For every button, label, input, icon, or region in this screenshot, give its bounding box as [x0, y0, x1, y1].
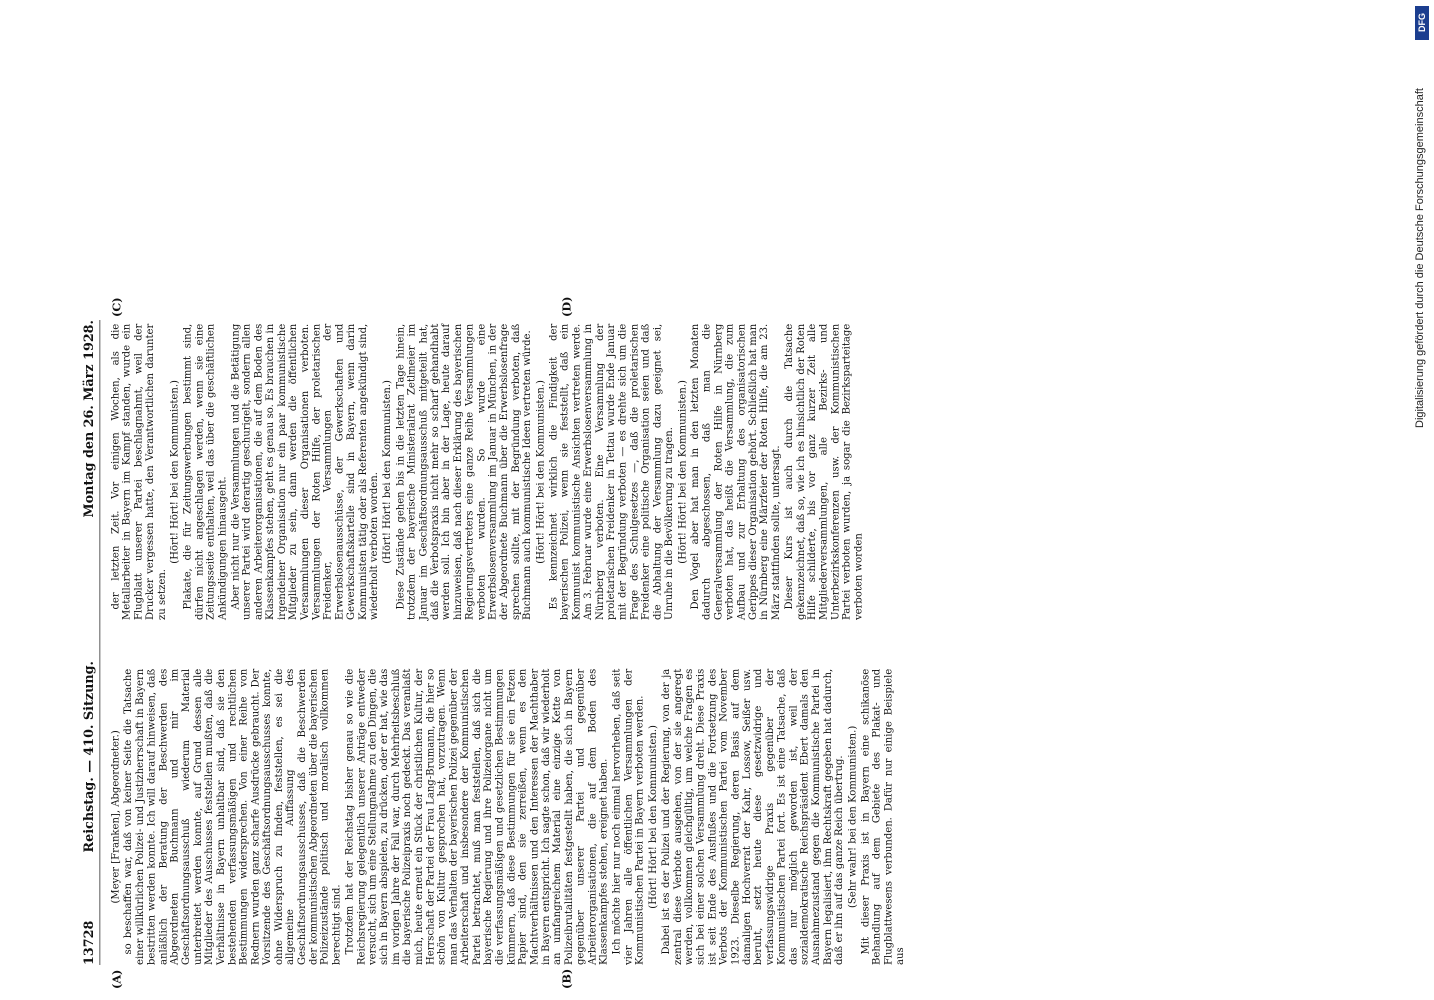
- paragraph: Ich möchte hier nur noch einmal hervorheben, daß seit vier Jahren alle öffentlichen Versammlungen der Kommunistischen Partei in Bayern verboten werden.: [611, 668, 646, 965]
- paragraph: so beschaffen war, daß von keiner Seite die Tatsache einer willkürlichen Polizei- und Justizherrschaft in Bayern bestritten werden konnte. Ich will darauf hinweisen, daß anläßlich der Beratung der Beschwerden des Abgeordneten Buchmann und mir im Geschäftsordnungsausschuß wiederum Material unterbreitet werden konnte, auf Grund dessen alle Mitglieder des Ausschusses feststellen mußten, daß die Verhältnisse in Bayern unhaltbar sind, daß sie den bestehenden verfassungsmäßigen und rechtlichen Bestimmungen widersprechen. Von einer Reihe von Rednern wurden ganz scharfe Ausdrücke gebraucht. Der Vorsitzende des Geschäftsordnungsausschusses konnte, ohne Widerspruch zu finden, feststellen, es sei die allgemeine Auffassung des Geschäftsordnungsausschusses, daß die Beschwerden der kommunistischen Abgeordneten über die bayerischen Polizeizustände politisch und moralisch vollkommen berechtigt sind.: [123, 668, 343, 965]
- interjection: (Sehr wahr! bei den Kommunisten.): [846, 725, 859, 909]
- paragraph: Trotzdem hat der Reichstag bisher genau so wie die Reichsregierung gelegentlich unserer Anträge entweder versucht, sich um eine Stellungnahme zu den Dingen, die sich in Bayern abspielen, zu drücken, oder er hat, wie das im vorigen Jahre der Fall war, durch Mehrheitsbeschluß die bayerische Polizeipraxis noch gedeckt. Das veranlaßt mich, heute erneut ein Stück der christlichen Kultur, der Herrschaft der Partei der Frau Lang-Brumann, die hier so schön von Kultur gesprochen hat, vorzutragen. Wenn man das Verhalten der bayerischen Polizei gegenüber der Arbeiterschaft und insbesondere der Kommunistischen Partei betrachtet, muß man feststellen, daß sich die bayerische Regierung und ihre Polizeiorgane nicht um die verfassungsmäßigen und gesetzlichen Bestimmungen kümmern, daß diese Bestimmungen für sie ein Fetzen Papier sind, den sie zerreißen, wenn es den Machtverhältnissen und den Interessen der Machthaber in Bayern entspricht. Ich sagte schon, daß wir wiederholt an umfangreichem Material eine einzige Kette von Polizeibrutalitäten festgestellt haben, die sich in Bayern gegenüber unserer Partei und gegenüber Arbeiterorganisationen, die auf dem Boden des Klassenkampfes stehen, ereignet haben.: [344, 668, 610, 965]
- page-header: [80, 320, 100, 965]
- document-page: [80, 296, 1010, 989]
- dfg-logo: DFG: [1415, 6, 1429, 40]
- paragraph: der letzten Zeit. Vor einigen Wochen, als die Metallarbeiter in Bayern im Kampf standen, wurde ein Flugblatt unserer Partei beschlagnahmt, weil der Drucker vergessen hatte, den Verantwortlichen darunter zu setzen.: [110, 323, 168, 620]
- session-title: Reichstag. — 410. Sitzung.: [81, 661, 97, 853]
- digitization-credit: Digitalisierung gefördert durch die Deutsche Forschungsgemeinschaft: [1414, 88, 1426, 428]
- interjection: (Hört! Hört! bei den Kommunisten.): [381, 380, 394, 564]
- paragraph: Dieser Kurs ist auch durch die Tatsache gekennzeichnet, daß so, wie ich es hinsichtlich der Roten Hilfe schilderte, bis vor ganz kurzer Zeit alle Mitgliederversammlungen, alle Bezirks- und Unterbezirkskonferenzen usw. der Kommunistischen Partei verboten wurden, ja sogar die Bezirksparteitage verboten worden: [783, 323, 865, 620]
- paragraph: Mit dieser Praxis ist in Bayern eine schikanöse Behandlung auf dem Gebiete des Plakat- und Flugblattwesens verbunden. Dafür nur einige Beispiele aus: [860, 668, 906, 965]
- paragraph: Den Vogel aber hat man in den letzten Monaten dadurch abgeschossen, daß man die Generalversammlung der Roten Hilfe in Nürnberg verboten hat, das heißt die Versammlung, die zum Aufbau und zur Erhaltung des organisatorischen Gerippes dieser Organisation gehört. Schließlich hat man in Nürnberg eine Märzfeier der Roten Hilfe, die am 23. März stattfinden sollte, untersagt.: [689, 323, 782, 620]
- interjection: (Hört! Hört! bei den Kommunisten.): [676, 380, 688, 564]
- page-number: 13728: [81, 920, 97, 965]
- interjection: (Hört! Hört! bei den Kommunisten.): [534, 380, 547, 564]
- right-column: [110, 324, 866, 620]
- margin-marker-c: (C): [110, 297, 124, 317]
- interjection: (Meyer [Franken], Abgeordneter.): [110, 730, 122, 904]
- paragraph: Diese Zustände gehen bis in die letzten Tage hinein, trotzdem der bayerische Ministerialrat Zetlmeier im Januar im Geschäftsordnungsausschuß mitgeteilt hat, daß die Verbotspraxis nicht mehr so scharf gehandhabt werden soll. Ich bin aber in der Lage, heute darauf hinzuweisen, daß nach dieser Erklärung des bayerischen Regierungsvertreters eine ganze Reihe Versammlungen verboten wurden. So wurde eine Erwerbslosenversammlung im Januar in München, in der der Abgeordnete Buchmann über die Erwerbslosenfrage sprechen sollte, mit der Begründung verboten, daß Buchmann auch kommunistische Ideen vertreten würde.: [394, 323, 534, 620]
- interjection: (Hört! Hört! bei den Kommunisten.): [647, 725, 659, 909]
- margin-marker-b: (B): [560, 968, 574, 989]
- digitization-sidebar: [1412, 0, 1434, 1000]
- session-date: Montag den 26. März 1928.: [81, 320, 97, 518]
- paragraph: Aber nicht nur die Versammlungen und die Betätigung unserer Partei wird derartig geschurigelt, sondern allen anderen Arbeiterorganisationen, die auf dem Boden des Klassenkampfes stehen, geht es genau so. Es brauchen in irgendeiner Organisation nur ein paar kommunistische Mitglieder zu sein, dann werden die öffentlichen Versammlungen dieser Organisationen verboten. Versammlungen der Roten Hilfe, der proletarischen Freidenker, Versammlungen der Erwerbslosenausschüsse, der Gewerkschaften und Gewerkschaftskartelle sind in Bayern, wenn darin Kommunisten tätig oder als Referenten angekündigt sind, wiederholt verboten worden.: [230, 323, 380, 620]
- margin-marker-d: (D): [560, 296, 574, 317]
- paragraph: Es kennzeichnet wirklich die Findigkeit der bayerischen Polizei, wenn sie feststellt, daß ein Kommunist kommunistische Ansichten vertreten werde. Am 3. Februar wurde eine Erwerbslosenversammlung in Nürnberg verboten. Eine Versammlung der proletarischen Freidenker in Tettau wurde Ende Januar mit der Begründung verboten — es drehte sich um die Frage des Schulgesetzes —, daß die proletarischen Freidenker eine politische Organisation seien und daß die Abhaltung der Versammlung dazu geeignet sei, Unruhe in die Bevölkerung zu tragen.: [548, 323, 675, 620]
- paragraph: Dabei ist es der Polizei und der Regierung, von der ja zentral diese Verbote ausgehen, von der sie angeregt werden, vollkommen gleichgültig, um welche Fragen es sich bei einer solchen Versammlung dreht. Diese Praxis ist seit Ende des Ausflußes und die Fortsetzung des Verbots der Kommunistischen Partei vom November 1923. Dieselbe Regierung, deren Basis auf dem damaligen Hochverrat der Kahr, Lossow, Seißer usw. beruht, setzt heute diese gesetzwidrige und verfassungswidrige Praxis gegenüber der Kommunistischen Partei fort. Es ist eine Tatsache, daß das nur möglich geworden ist, weil der sozialdemokratische Reichspräsident Ebert damals den Ausnahmezustand gegen die Kommunistische Partei in Bayern legalisiert, ihm Rechtskraft gegeben hat dadurch, daß er ihn auf das ganze Reich übertrug.: [660, 668, 846, 965]
- margin-marker-a: (A): [110, 969, 124, 989]
- paragraph: Plakate, die für Zeitungswerbungen bestimmt sind, dürfen nicht angeschlagen werden, wenn sie eine Zeitungsseite enthalten, weil das über die geschäftlichen Ankündigungen hinausgeht.: [182, 323, 229, 620]
- interjection: (Hört! Hört! bei den Kommunisten.): [169, 380, 181, 564]
- left-column: [110, 669, 908, 965]
